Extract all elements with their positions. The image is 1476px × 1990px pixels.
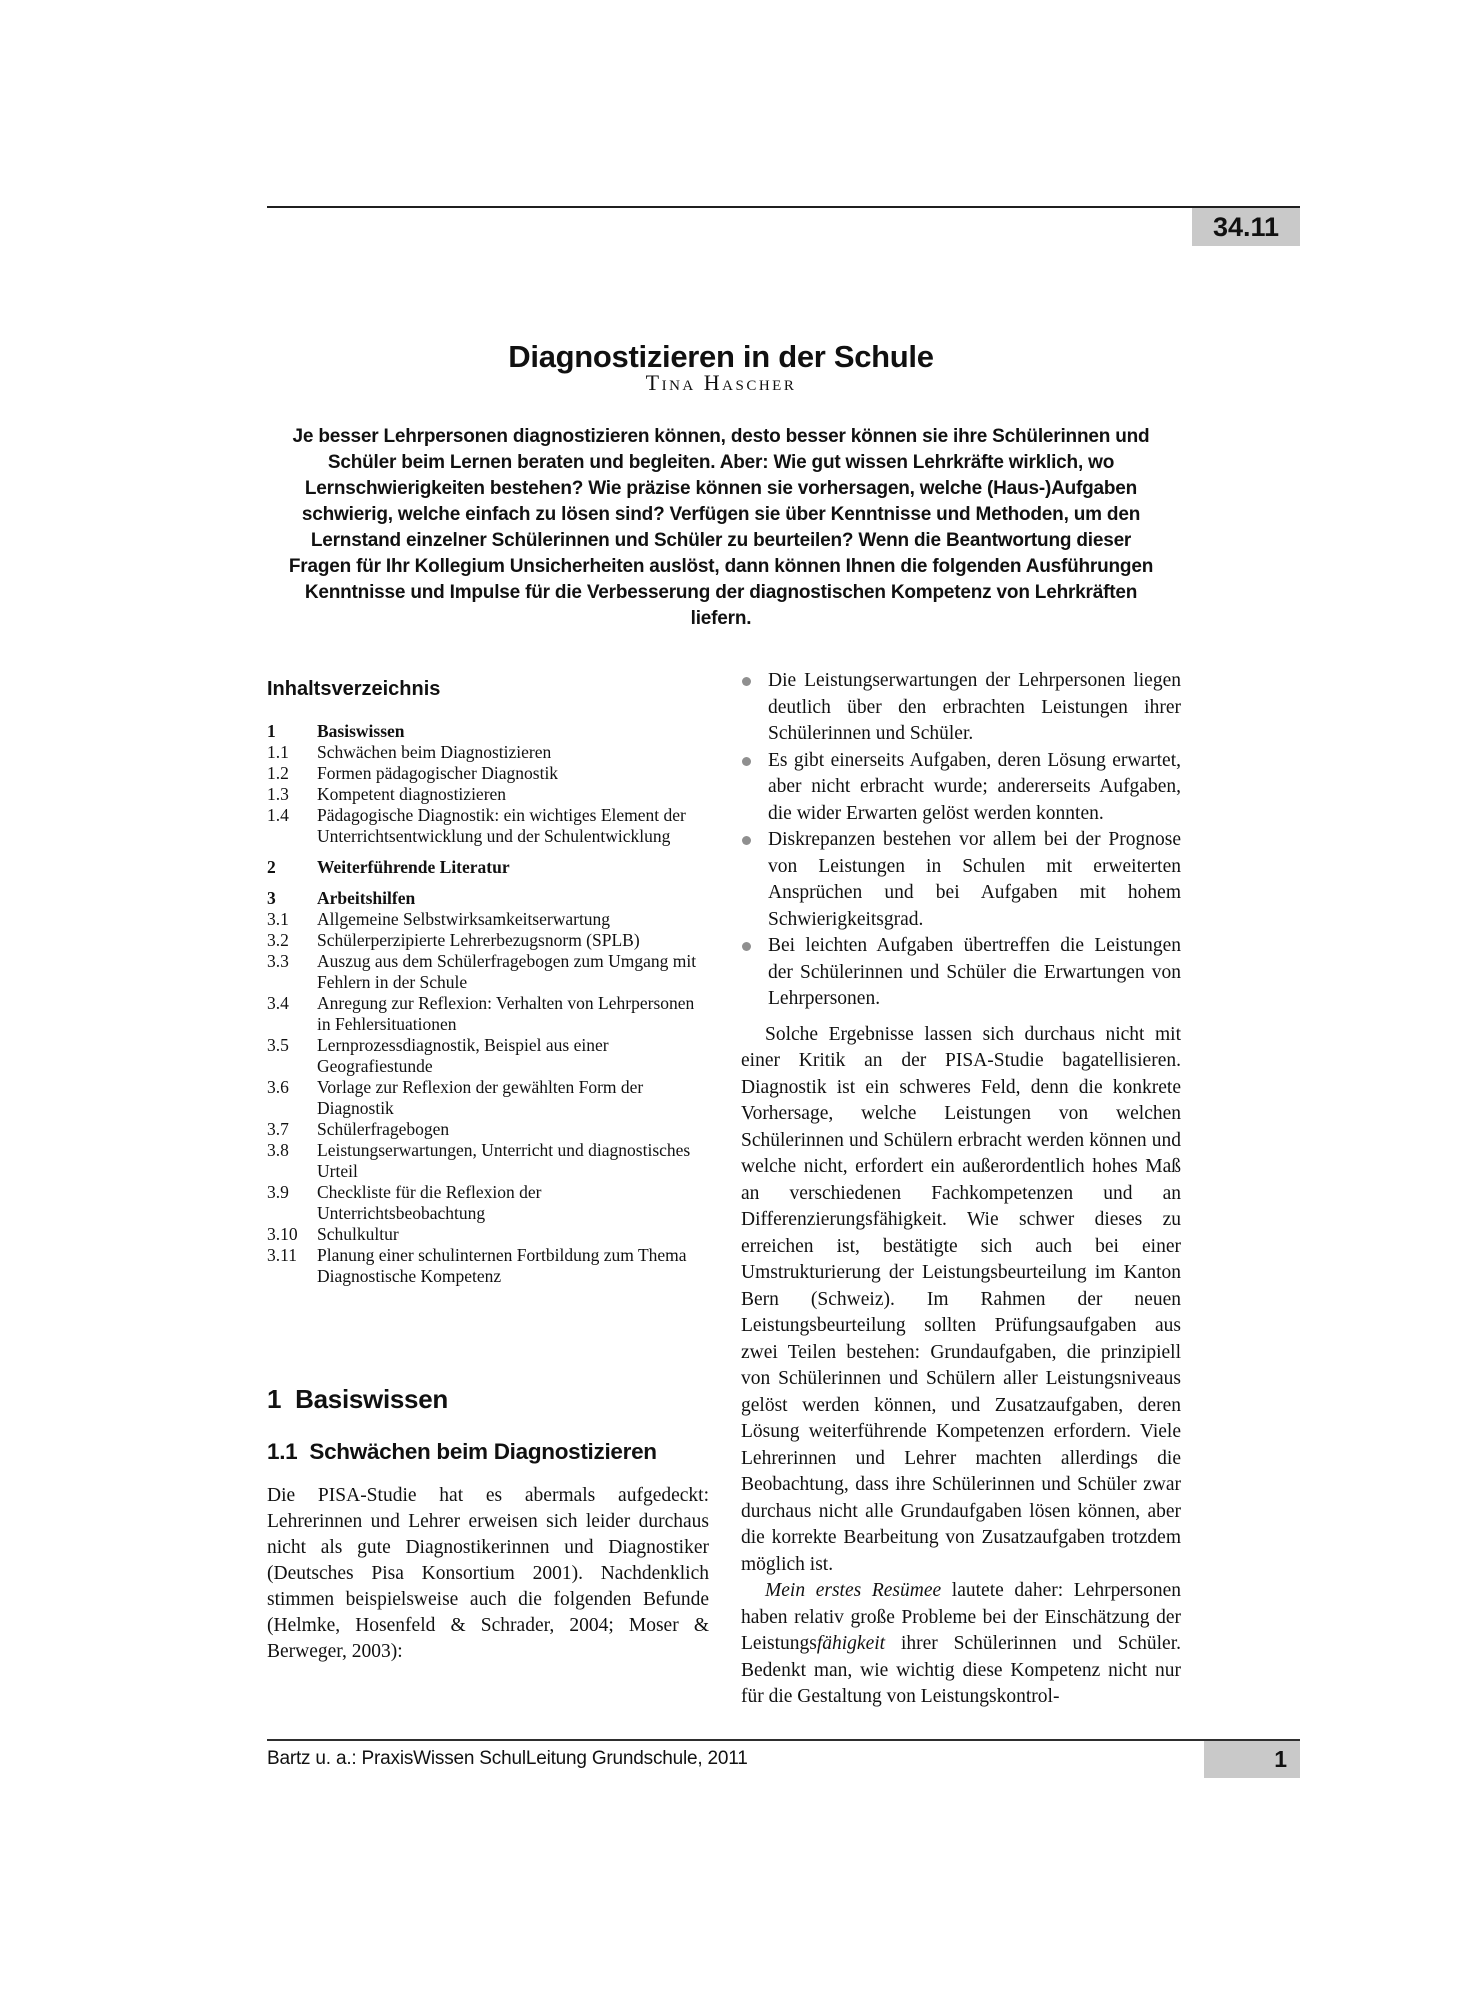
toc-item-number: 3.5: [267, 1035, 289, 1055]
toc-heading: Inhaltsverzeichnis: [267, 678, 441, 700]
toc-item-label: Anregung zur Reflexion: Verhalten von Lehrpersonen in Fehlersituationen: [317, 993, 695, 1034]
toc-item-label: Allgemeine Selbstwirksamkeitserwartung: [317, 909, 611, 929]
resume-paragraph: [741, 1578, 1181, 1711]
bullet-icon: [742, 677, 751, 686]
toc-item-number: 3.2: [267, 930, 289, 950]
toc-item-label: Schülerfragebogen: [317, 1119, 450, 1139]
toc-item-number: 3.7: [267, 1119, 289, 1139]
toc-item-number: 2: [267, 857, 276, 877]
subsection-heading-number: 1.1: [267, 1439, 298, 1464]
bullet-icon: [742, 836, 751, 845]
section-heading: [267, 1384, 709, 1415]
discussion-paragraph: Solche Ergebnisse lassen sich durchaus nicht mit einer Kritik an der PISA-Studie bagatellisieren. Diagnostik ist ein schweres Feld, denn die konkrete Vorhersage, welche Leistungen von welchen Schülerinnen und Schülern erbracht werden können und welche nicht, erfordert ein außerordentlich hohes Maß an verschiedenen Fachkompetenzen und an Differenzierungsfähigkeit. Wie schwer dieses zu erreichen ist, bestätigte sich auch bei einer Umstrukturierung der Leistungsbeurteilung im Kanton Bern (Schweiz). Im Rahmen der neuen Leistungsbeurteilung sollten Prüfungsaufgaben aus zwei Teilen bestehen: Grundaufgaben, die prinzipiell von Schülerinnen und Schülern aller Leistungsniveaus gelöst werden können, und Zusatzaufgaben, deren Lösung weiterführende Kompetenzen erfordern. Viele Lehrerinnen und Lehrer machten allerdings die Beobachtung, dass ihre Schülerinnen und Schüler zwar durchaus nicht alle Grundaufgaben lösen können, aber die korrekte Bearbeitung von Zusatzaufgaben trotzdem möglich ist.: [741, 1023, 1181, 1575]
toc-item-label: Planung einer schulinternen Fortbildung zum Thema Diagnostische Kompetenz: [317, 1245, 687, 1286]
toc-item: [267, 1140, 709, 1182]
toc-item: [267, 1182, 709, 1224]
author-name: Tina Hascher: [645, 370, 797, 395]
text-segment: fähigkeit: [816, 1633, 886, 1654]
toc-item-number: 3.6: [267, 1077, 289, 1097]
toc-item-label: Formen pädagogischer Diagnostik: [317, 763, 559, 783]
toc-item: [267, 909, 709, 930]
bullet-icon: [742, 942, 751, 951]
toc-item-number: 1: [267, 721, 276, 741]
toc-item-label: Auszug aus dem Schülerfragebogen zum Umgang mit Fehlern in der Schule: [317, 951, 697, 992]
subsection-heading: [267, 1439, 709, 1465]
right-column: [741, 668, 1181, 1711]
pisa-study-paragraph: Die PISA-Studie hat es abermals aufgedeckt: Lehrerinnen und Lehrer erweisen sich leider durchaus nicht als gute Diagnostikerinnen und Diagnostiker (Deutsches Pisa Konsortium 2001). Nachdenklich stimmen beispielsweise auch die folgenden Befunde (Helmke, Hosenfeld & Schrader, 2004; Moser & Berweger, 2003):: [267, 1485, 709, 1662]
toc-item: [267, 930, 709, 951]
toc-item-number: 3.8: [267, 1140, 289, 1160]
toc-item: [267, 721, 709, 742]
finding-text: Bei leichten Aufgaben übertreffen die Leistungen der Schülerinnen und Schüler die Erwartungen von Lehrpersonen.: [768, 935, 1181, 1009]
toc-item: [267, 784, 709, 805]
subsection-heading-title: Schwächen beim Diagnostizieren: [309, 1439, 657, 1464]
toc-item-number: 3.10: [267, 1224, 298, 1244]
toc-item-number: 3.4: [267, 993, 289, 1013]
footer-rule: [267, 1739, 1300, 1741]
toc-item: [267, 888, 709, 909]
toc-item-label: Pädagogische Diagnostik: ein wichtiges Element der Unterrichtsentwicklung und der Schulentwicklung: [317, 805, 686, 846]
toc-item: [267, 763, 709, 784]
intro-abstract: Je besser Lehrpersonen diagnostizieren können, desto besser können sie ihre Schülerinnen und Schüler beim Lernen beraten und begleiten. Aber: Wie gut wissen Lehrkräfte wirklich, wo Lernschwierigkeiten bestehen? Wie präzise können sie vorhersagen, welche (Haus-)Aufgaben schwierig, welche einfach zu lösen sind? Verfügen sie über Kenntnisse und Methoden, um den Lernstand einzelner Schülerinnen und Schüler zu beurteilen? Wenn die Beantwortung dieser Fragen für Ihr Kollegium Unsicherheiten auslöst, dann können Ihnen die folgenden Ausführungen Kenntnisse und Impulse für die Verbesserung der diagnostischen Kompetenz von Lehrkräften liefern.: [288, 426, 1154, 629]
text-segment: ihrer Schülerinnen und Schüler. Bedenkt man, wie wichtig diese Kompetenz nicht nur für die Gestaltung von Leistungskontrol-: [741, 1633, 1181, 1707]
section-heading-title: Basiswissen: [295, 1384, 448, 1414]
toc-item-number: 3.9: [267, 1182, 289, 1202]
finding-item: [741, 933, 1181, 1013]
toc-item: [267, 1077, 709, 1119]
toc-list: [267, 721, 709, 1287]
findings-list: [741, 668, 1181, 1013]
toc-item-label: Arbeitshilfen: [317, 888, 416, 908]
text-segment: lautete daher: Lehrpersonen haben relativ große Probleme bei der Einschätzung der Leistungs: [741, 1580, 1181, 1654]
finding-item: [741, 748, 1181, 828]
section-number: 34.11: [1212, 211, 1280, 242]
toc-item-number: 1.1: [267, 742, 289, 762]
toc-item: [267, 951, 709, 993]
toc-item-number: 1.2: [267, 763, 289, 783]
section-number-badge: [1192, 208, 1300, 246]
finding-item: [741, 668, 1181, 748]
toc-item-label: Lernprozessdiagnostik, Beispiel aus einer Geografiestunde: [317, 1035, 609, 1076]
toc-item-number: 1.3: [267, 784, 289, 804]
finding-text: Die Leistungserwartungen der Lehrpersonen liegen deutlich über den erbrachten Leistungen ihrer Schülerinnen und Schüler.: [768, 670, 1181, 744]
footer-source: Bartz u. a.: PraxisWissen SchulLeitung Grundschule, 2011: [267, 1748, 748, 1769]
toc-item-number: 3.1: [267, 909, 289, 929]
finding-text: Es gibt einerseits Aufgaben, deren Lösung erwartet, aber nicht erbracht wurde; andererseits Aufgaben, die wider Erwarten gelöst werden konnten.: [768, 749, 1181, 824]
toc-item-label: Kompetent diagnostizieren: [317, 784, 507, 804]
header-rule: [267, 206, 1300, 208]
toc-item: [267, 805, 709, 847]
toc-item-number: 3.3: [267, 951, 289, 971]
toc-item-number: 3.11: [267, 1245, 297, 1265]
toc-item: [267, 1245, 709, 1287]
toc-item-number: 1.4: [267, 805, 289, 825]
toc-item-label: Vorlage zur Reflexion der gewählten Form der Diagnostik: [317, 1077, 644, 1118]
page-number: 1: [1274, 1746, 1287, 1772]
finding-text: Diskrepanzen bestehen vor allem bei der Prognose von Leistungen in Schulen mit erweiterten Ansprüchen und bei Aufgaben mit hohem Schwierigkeitsgrad.: [768, 829, 1181, 930]
page-number-badge: [1204, 1741, 1300, 1778]
toc-item: [267, 742, 709, 763]
toc-item-label: Checkliste für die Reflexion der Unterrichtsbeobachtung: [317, 1182, 542, 1223]
finding-item: [741, 827, 1181, 933]
left-column: [267, 678, 709, 1287]
toc-item-label: Schwächen beim Diagnostizieren: [317, 742, 552, 762]
toc-item-label: Weiterführende Literatur: [317, 857, 510, 877]
toc-item: [267, 1119, 709, 1140]
toc-item: [267, 1035, 709, 1077]
toc-item-label: Schulkultur: [317, 1224, 399, 1244]
section-basiswissen: [267, 1384, 709, 1665]
toc-item-number: 3: [267, 888, 276, 908]
toc-item: [267, 1224, 709, 1245]
text-segment: Mein erstes Resümee: [765, 1580, 942, 1601]
toc-item: [267, 857, 709, 878]
section-heading-number: 1: [267, 1384, 282, 1414]
toc-item: [267, 993, 709, 1035]
toc-item-label: Leistungserwartungen, Unterricht und diagnostisches Urteil: [317, 1140, 691, 1181]
toc-item-label: Schülerperzipierte Lehrerbezugsnorm (SPLB): [317, 930, 640, 950]
toc-item-label: Basiswissen: [317, 721, 405, 741]
bullet-icon: [742, 757, 751, 766]
page-title: Diagnostizieren in der Schule: [508, 338, 934, 374]
